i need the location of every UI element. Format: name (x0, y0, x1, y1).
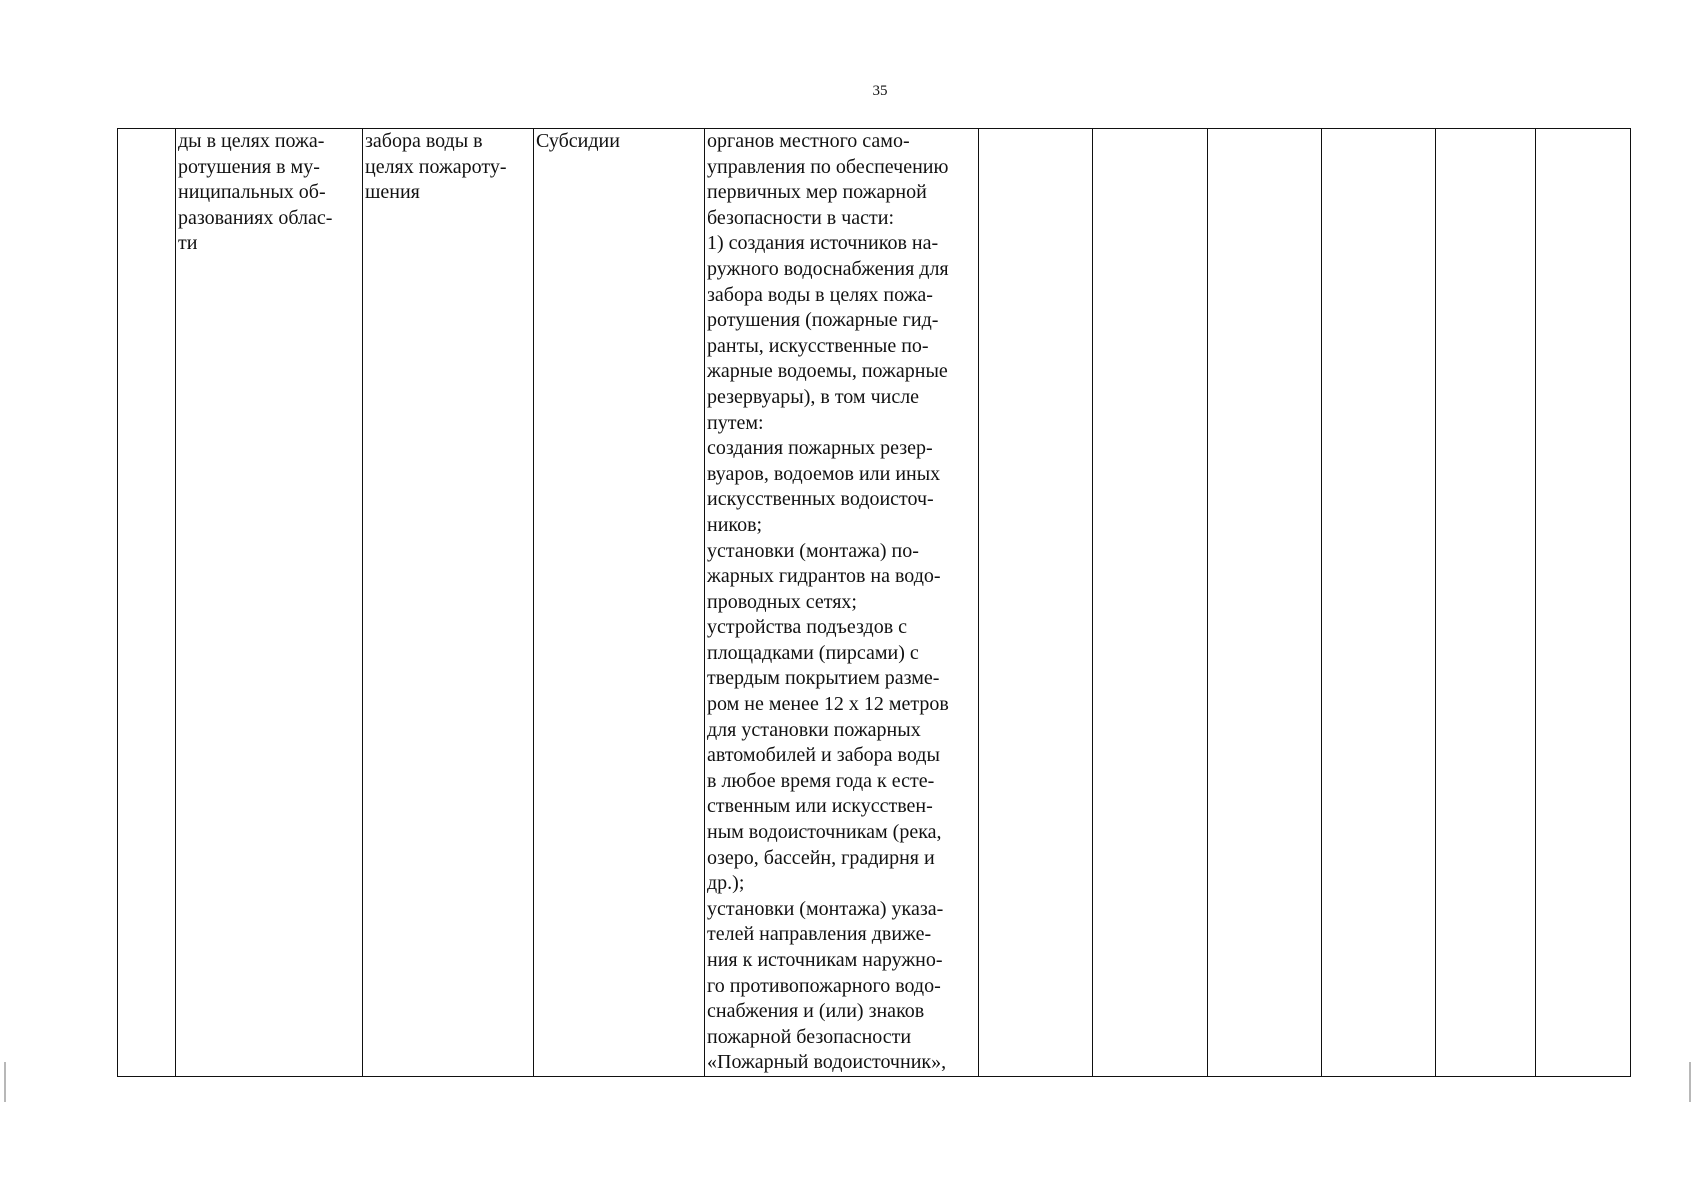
cell-text-line: установки (монтажа) по- (707, 539, 919, 562)
cell-text-line: ным водоисточникам (река, (707, 821, 942, 844)
cell-text-line: го противопожарного водо- (707, 974, 941, 997)
cell-text-line: озеро, бассейн, градирня и (707, 846, 935, 869)
table-cell-col7 (1093, 129, 1208, 1077)
cell-text-line: ния к источникам наружно- (707, 949, 943, 971)
cell-text-line: твердым покрытием разме- (707, 667, 940, 690)
table-cell-activity (176, 129, 363, 1077)
cell-text-line: ти (178, 232, 198, 255)
cell-text-line: Субсидии (536, 130, 620, 152)
table-cell-col1 (118, 129, 176, 1077)
scan-edge-mark-left (4, 1062, 6, 1102)
table-cell-col9 (1322, 129, 1436, 1077)
cell-text-line: ротушения в му- (178, 155, 320, 178)
cell-text-line: целях пожароту- (365, 155, 507, 178)
cell-text-line: установки (монтажа) указа- (707, 897, 944, 920)
table-cell-col8 (1208, 129, 1322, 1077)
page-number: 35 (872, 83, 888, 99)
cell-text-line: безопасности в части: (707, 206, 895, 229)
cell-text-line: для установки пожарных (707, 718, 921, 741)
table-row (118, 129, 1631, 1077)
cell-text-line: жарных гидрантов на водо- (707, 565, 941, 588)
cell-text-line: телей направления движе- (707, 923, 932, 946)
cell-text-line: создания пожарных резер- (707, 437, 933, 460)
cell-text-line: проводных сетях; (707, 590, 857, 613)
cell-text-line: управления по обеспечению (707, 155, 949, 178)
cell-text-line: жарные водоемы, пожарные (707, 360, 948, 383)
cell-text-line: ротушения (пожарные гид- (707, 309, 939, 332)
table-cell-description (705, 129, 979, 1077)
scan-edge-mark-right (1689, 1062, 1691, 1102)
cell-text-line: шения (365, 181, 420, 204)
cell-text-line: разованиях облас- (178, 206, 333, 229)
cell-text-line: искусственных водоисточ- (707, 488, 934, 511)
cell-text-line: вуаров, водоемов или иных (707, 462, 941, 485)
cell-text-line: устройства подъездов с (707, 616, 908, 639)
cell-text-line: путем: (707, 411, 764, 434)
cell-text-line: в любое время года к есте- (707, 769, 935, 792)
cell-text-line: др.); (707, 872, 745, 895)
cell-text-line: ников; (707, 513, 763, 536)
cell-text-line: ды в целях пожа- (178, 130, 325, 152)
cell-text-line: автомобилей и забора воды (707, 744, 940, 767)
document-table (117, 128, 1631, 1077)
cell-text-line: 1) создания источников на- (707, 232, 939, 255)
cell-text-line: ниципальных об- (178, 181, 326, 204)
cell-text-line: снабжения и (или) знаков (707, 1000, 925, 1023)
cell-text-line: ружного водоснабжения для (707, 257, 949, 280)
cell-text-line: пожарной безопасности (707, 1025, 912, 1048)
cell-text-line: «Пожарный водоисточник», (707, 1051, 947, 1074)
cell-text-line: забора воды в целях пожа- (707, 283, 933, 306)
cell-text-line: площадками (пирсами) с (707, 641, 919, 664)
table-cell-type (534, 129, 705, 1077)
table-cell-col6 (979, 129, 1093, 1077)
table-cell-col10 (1436, 129, 1536, 1077)
cell-text-line: забора воды в (365, 130, 483, 152)
table-cell-purpose (363, 129, 534, 1077)
cell-text-line: ром не менее 12 х 12 метров (707, 693, 949, 716)
table-cell-col11 (1536, 129, 1631, 1077)
cell-text-line: резервуары), в том числе (707, 385, 920, 408)
cell-text-line: органов местного само- (707, 130, 910, 152)
cell-text-line: первичных мер пожарной (707, 181, 927, 204)
cell-text-line: ственным или искусствен- (707, 795, 933, 818)
cell-text-line: ранты, искусственные по- (707, 334, 929, 357)
